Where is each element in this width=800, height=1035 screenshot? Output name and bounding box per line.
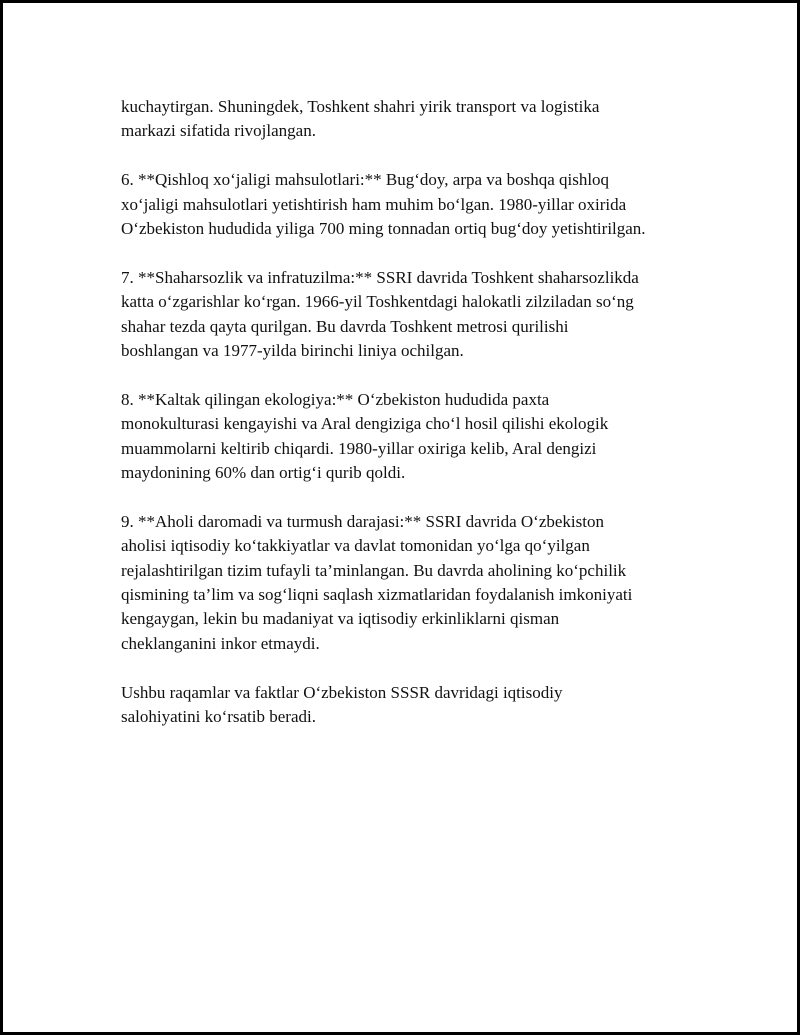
text-line: monokulturasi kengayishi va Aral dengiziga cho‘l hosil qilishi ekologik bbox=[121, 414, 609, 434]
text-line: boshlangan va 1977-yilda birinchi liniya ochilgan. bbox=[121, 341, 464, 361]
text-line: katta o‘zgarishlar ko‘rgan. 1966-yil Toshkentdagi halokatli zilziladan so‘ng bbox=[121, 292, 634, 312]
text-line: 7. **Shaharsozlik va infratuzilma:** SSRI davrida Toshkent shaharsozlikda bbox=[121, 267, 639, 287]
paragraph-agriculture bbox=[121, 168, 701, 241]
paragraph-conclusion bbox=[121, 681, 701, 730]
text-line: 8. **Kaltak qilingan ekologiya:** O‘zbekiston hududida paxta bbox=[121, 389, 550, 409]
text-line: rejalashtirilgan tizim tufayli ta’minlangan. Bu davrda aholining ko‘pchilik bbox=[121, 560, 627, 580]
text-line: muammolarni keltirib chiqardi. 1980-yillar oxiriga kelib, Aral dengizi bbox=[121, 438, 597, 458]
text-line: cheklanganini inkor etmaydi. bbox=[121, 633, 320, 653]
text-line: kuchaytirgan. Shuningdek, Toshkent shahri yirik transport va logistika bbox=[121, 97, 600, 116]
text-line: qismining ta’lim va sog‘liqni saqlash xizmatlaridan foydalanish imkoniyati bbox=[121, 585, 633, 605]
document-body bbox=[121, 95, 701, 754]
text-line: O‘zbekiston hududida yiliga 700 ming tonnadan ortiq bug‘doy yetishtirilgan. bbox=[121, 219, 646, 239]
paragraph-ecology bbox=[121, 388, 701, 486]
text-line: kengaygan, lekin bu madaniyat va iqtisodiy erkinliklarni qisman bbox=[121, 609, 560, 629]
text-line: maydonining 60% dan ortig‘i qurib qoldi. bbox=[121, 463, 406, 483]
text-line: xo‘jaligi mahsulotlari yetishtirish ham muhim bo‘lgan. 1980-yillar oxirida bbox=[121, 194, 627, 214]
text-line: aholisi iqtisodiy ko‘takkiyatlar va davlat tomonidan yo‘lga qo‘yilgan bbox=[121, 536, 590, 556]
text-line: Ushbu raqamlar va faktlar O‘zbekiston SSSR davridagi iqtisodiy bbox=[121, 682, 563, 702]
text-line: shahar tezda qayta qurilgan. Bu davrda Toshkent metrosi qurilishi bbox=[121, 316, 569, 336]
text-line: 6. **Qishloq xo‘jaligi mahsulotlari:** Bug‘doy, arpa va boshqa qishloq bbox=[121, 170, 610, 190]
text-line: markazi sifatida rivojlangan. bbox=[121, 121, 316, 141]
text-line: salohiyatini ko‘rsatib beradi. bbox=[121, 707, 316, 727]
paragraph-intro-continuation bbox=[121, 95, 701, 144]
text-line: 9. **Aholi daromadi va turmush darajasi:** SSRI davrida O‘zbekiston bbox=[121, 511, 604, 531]
paragraph-urban-planning bbox=[121, 266, 701, 364]
paragraph-income-living-standards bbox=[121, 510, 701, 656]
